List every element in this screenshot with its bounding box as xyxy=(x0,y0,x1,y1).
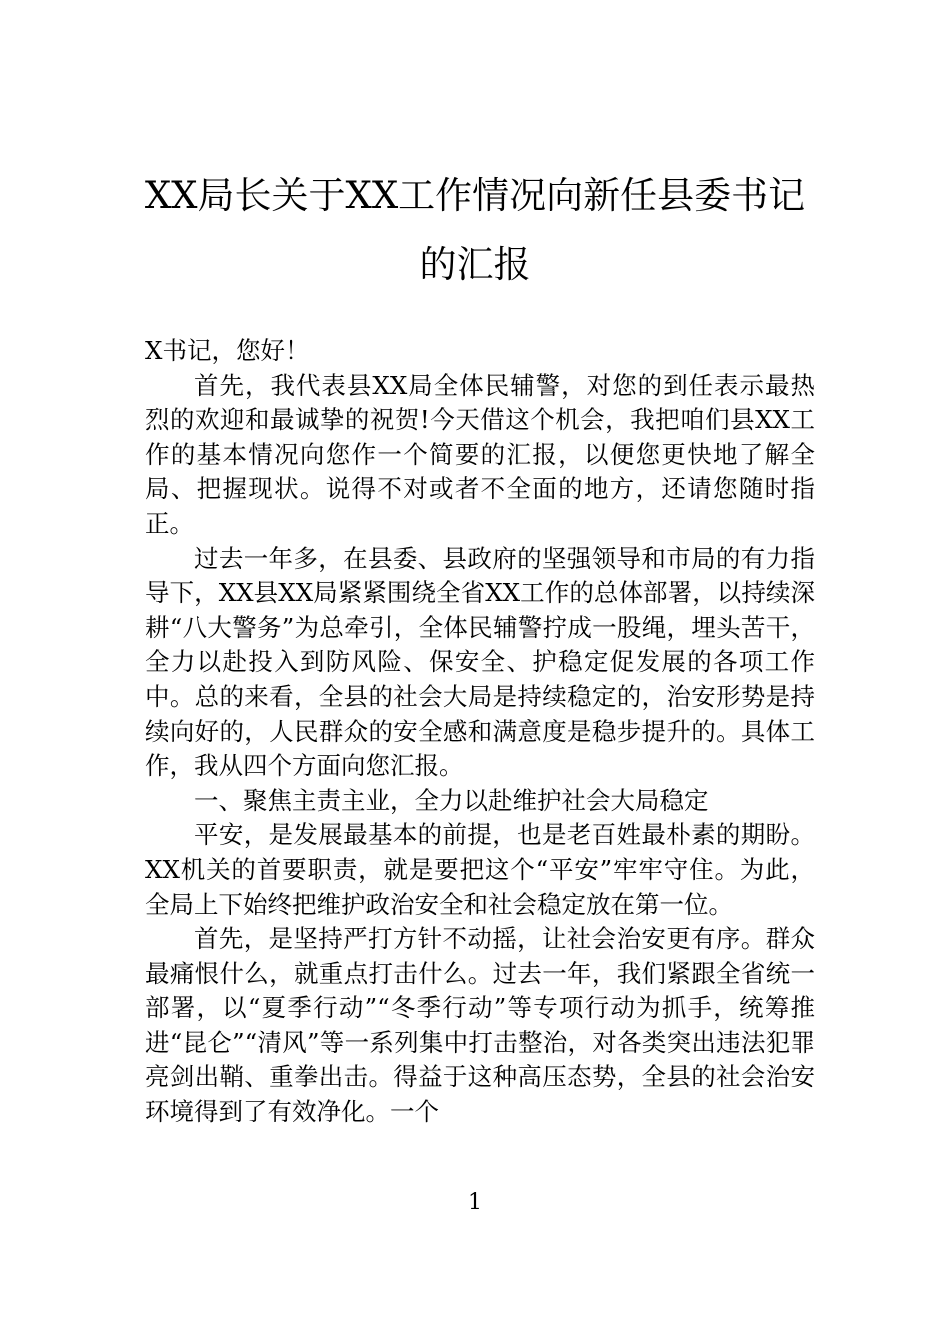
document-body xyxy=(145,334,815,1130)
paragraph-safety: 平安，是发展最基本的前提，也是老百姓最朴素的期盼。XX机关的首要职责，就是要把这个“平安”牢牢守住。为此，全局上下始终把维护政治安全和社会稳定放在第一位。 xyxy=(145,820,815,919)
paragraph-greeting: 首先，我代表县XX局全体民辅警，对您的到任表示最热烈的欢迎和最诚挚的祝贺!今天借这个机会，我把咱们县XX工作的基本情况向您作一个简要的汇报，以便您更快地了解全局、把握现状。说得不对或者不全面的地方，还请您随时指正。 xyxy=(145,370,815,538)
document-title-line-2: 的汇报 xyxy=(419,243,531,286)
paragraph-crackdown: 首先，是坚持严打方针不动摇，让社会治安更有序。群众最痛恨什么，就重点打击什么。过去一年，我们紧跟全省统一部署，以“夏季行动”“冬季行动”等专项行动为抓手，统筹推进“昆仑”“清风”等一系列集中打击整治，对各类突出违法犯罪亮剑出鞘、重拳出击。得益于这种高压态势，全县的社会治安环境得到了有效净化。一个 xyxy=(145,924,815,1127)
salutation: X书记，您好！ xyxy=(145,336,310,365)
section-heading-1: 一、聚焦主责主业，全力以赴维护社会大局稳定 xyxy=(194,785,709,815)
document-title-line-1: XX局长关于XX工作情况向新任县委书记 xyxy=(144,174,806,217)
page-number: 1 xyxy=(468,1190,482,1215)
paragraph-overview: 过去一年多，在县委、县政府的坚强领导和市局的有力指导下，XX县XX局紧紧围绕全省XX工作的总体部署，以持续深耕“八大警务”为总牵引，全体民辅警拧成一股绳，埋头苦干，全力以赴投入到防风险、保安全、护稳定促发展的各项工作中。总的来看，全县的社会大局是持续稳定的，治安形势是持续向好的，人民群众的安全感和满意度是稳步提升的。具体工作，我从四个方面向您汇报。 xyxy=(145,543,815,781)
